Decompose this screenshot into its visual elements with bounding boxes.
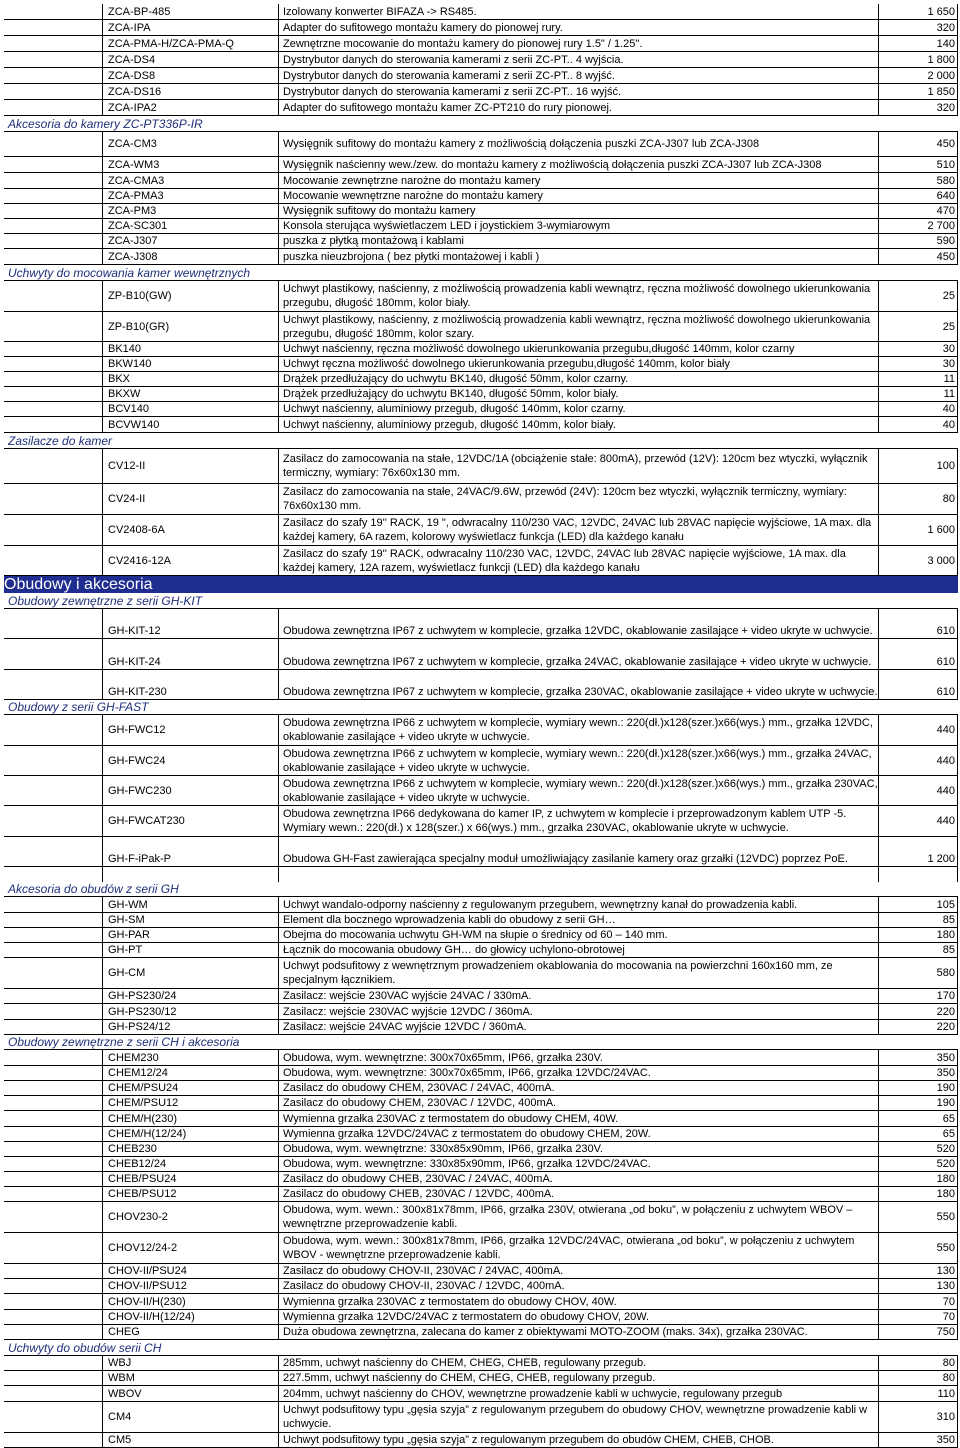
- product-price: 25: [878, 312, 958, 341]
- table-row: [4, 234, 958, 249]
- product-description: Uchwyt podsufitowy z wewnętrznym prowadzeniem okablowania do mocowania na powierzchni 160x160 mm, ze specjalnym łącznikiem.: [278, 958, 878, 988]
- table-row: [4, 1066, 958, 1081]
- category-title: Obudowy i akcesoria: [4, 576, 153, 593]
- table-row: [4, 402, 958, 417]
- product-price: 470: [878, 204, 958, 218]
- table-row: [4, 1294, 958, 1310]
- product-description: Wysięgnik sufitowy do montażu kamery: [278, 204, 878, 218]
- table-row: [4, 624, 958, 639]
- table-row: [4, 1142, 958, 1157]
- table-row: [4, 342, 958, 357]
- product-description: Zasilacz do obudowy CHEM, 230VAC / 24VAC, 400mA.: [278, 1081, 878, 1095]
- table-row: [4, 36, 958, 52]
- product-description: Dystrybutor danych do sterowania kamerami z serii ZC-PT.. 4 wyjścia.: [278, 52, 878, 67]
- spacer-desc: [278, 639, 878, 654]
- product-price: 750: [878, 1325, 958, 1339]
- product-code: CV2416-12A: [102, 546, 278, 575]
- table-row: [4, 157, 958, 173]
- product-code: ZCA-WM3: [102, 157, 278, 172]
- product-price: 440: [878, 776, 958, 805]
- product-price: 550: [878, 1202, 958, 1232]
- spacer-code: [102, 609, 278, 624]
- product-code: ZCA-PMA3: [102, 189, 278, 203]
- spacer-code: [102, 670, 278, 685]
- product-description: Duża obudowa zewnętrzna, zalecana do kamer z obiektywami MOTO-ZOOM (maks. 34x), grzałka 230VAC.: [278, 1325, 878, 1339]
- product-code: CHEB/PSU24: [102, 1172, 278, 1186]
- product-code: ZCA-J307: [102, 234, 278, 248]
- product-code: CV24-II: [102, 484, 278, 514]
- product-code: ZCA-DS16: [102, 84, 278, 99]
- spacer-row: [4, 670, 958, 685]
- product-price: 85: [878, 943, 958, 957]
- product-description: Wymienna grzałka 12VDC/24VAC z termostatem do obudowy CHEM, 20W.: [278, 1127, 878, 1141]
- table-row: [4, 654, 958, 670]
- product-price: 520: [878, 1142, 958, 1156]
- product-code: ZCA-IPA: [102, 20, 278, 35]
- spacer-price: [878, 609, 958, 624]
- section-header: [4, 700, 958, 715]
- product-code: WBOV: [102, 1386, 278, 1401]
- product-description: 204mm, uchwyt naścienny do CHOV, wewnętrzne prowadzenie kabli w uchwycie, regulowany przegub: [278, 1386, 878, 1401]
- product-description: Obudowa GH-Fast zawierająca specjalny moduł umożliwiający zasilanie kamery oraz grzałki (12VDC) poprzez PoE.: [278, 852, 878, 866]
- product-code: GH-PS230/24: [102, 989, 278, 1003]
- table-row: [4, 100, 958, 116]
- product-code: BKX: [102, 372, 278, 386]
- product-code: CV2408-6A: [102, 515, 278, 545]
- product-price: 65: [878, 1111, 958, 1126]
- spacer-desc: [278, 867, 878, 882]
- table-row: [4, 1386, 958, 1402]
- product-description: Wysięgnik naścienny wew./zew. do montażu kamery z możliwością dołączenia puszki ZCA-J307 lub ZCA-J308: [278, 157, 878, 172]
- product-code: BKW140: [102, 357, 278, 371]
- table-row: [4, 1127, 958, 1142]
- section-title: Akcesoria do kamery ZC-PT336P-IR: [8, 116, 203, 131]
- spacer-code: [102, 837, 278, 852]
- table-row: [4, 417, 958, 433]
- product-code: ZCA-DS4: [102, 52, 278, 67]
- product-price: 580: [878, 173, 958, 188]
- section-title: Zasilacze do kamer: [8, 433, 113, 448]
- table-row: [4, 372, 958, 387]
- product-price: 320: [878, 100, 958, 115]
- table-row: [4, 1004, 958, 1020]
- product-description: Obudowa zewnętrzna IP66 z uchwytem w komplecie, wymiary wewn.: 220(dł.)x128(szer.)x66(wys.) mm., grzałka 230VAC, okablowanie zasilające + video ukryte w uchwycie.: [278, 776, 878, 805]
- product-code: CHOV-II/PSU24: [102, 1264, 278, 1278]
- product-description: puszka z płytką montażową i kablami: [278, 234, 878, 248]
- table-row: [4, 204, 958, 219]
- product-code: ZCA-BP-485: [102, 4, 278, 19]
- product-code: GH-FWC24: [102, 746, 278, 775]
- product-description: Mocowanie wewnętrzne narożne do montażu kamery: [278, 189, 878, 203]
- table-row: [4, 928, 958, 943]
- table-row: [4, 449, 958, 484]
- product-price: 640: [878, 189, 958, 203]
- product-description: Zewnętrzne mocowanie do montażu kamery do pionowej rury 1.5" / 1.25".: [278, 36, 878, 51]
- table-row: [4, 1172, 958, 1187]
- product-description: Zasilacz: wejście 230VAC wyjście 12VDC / 360mA.: [278, 1004, 878, 1019]
- table-row: [4, 484, 958, 515]
- product-price: 1 650: [878, 4, 958, 19]
- product-code: CHEG: [102, 1325, 278, 1339]
- product-price: 550: [878, 1233, 958, 1263]
- table-row: [4, 913, 958, 928]
- table-row: [4, 943, 958, 958]
- table-row: [4, 1187, 958, 1202]
- product-price: 320: [878, 20, 958, 35]
- product-price: 610: [878, 624, 958, 638]
- table-row: [4, 1433, 958, 1448]
- product-price: 580: [878, 958, 958, 988]
- spacer-price: [878, 639, 958, 654]
- product-description: Obudowa, wym. wewn.: 300x81x78mm, IP66, grzałka 12VDC/24VAC, otwierana „od boku”, w połączeniu z uchwytem WBOV - wewnętrzne przeprowadzenie kabli.: [278, 1233, 878, 1263]
- product-description: Obudowa zewnętrzna IP67 z uchwytem w komplecie, grzałka 24VAC, okablowanie zasilające + video ukryte w uchwycie.: [278, 654, 878, 669]
- product-code: CHEM/PSU24: [102, 1081, 278, 1095]
- category-band: [4, 576, 958, 593]
- product-description: Izolowany konwerter BIFAZA -> RS485.: [278, 4, 878, 19]
- table-row: [4, 20, 958, 36]
- spacer-price: [878, 670, 958, 685]
- product-description: Zasilacz do zamocowania na stałe, 24VAC/9.6W, przewód (24V): 120cm bez wtyczki, wyłącznik termiczny, wymiary: 76x60x130 mm.: [278, 484, 878, 514]
- table-row: [4, 776, 958, 806]
- spacer-row: [4, 837, 958, 852]
- product-description: Obudowa zewnętrzna IP67 z uchwytem w komplecie, grzałka 12VDC, okablowanie zasilające + video ukryte w uchwycie.: [278, 624, 878, 638]
- product-price: 80: [878, 484, 958, 514]
- product-price: 140: [878, 36, 958, 51]
- product-description: Adapter do sufitowego montażu kamer ZC-PT210 do rury pionowej.: [278, 100, 878, 115]
- product-price: 40: [878, 417, 958, 432]
- product-price: 520: [878, 1157, 958, 1171]
- section-header: [4, 882, 958, 897]
- product-code: GH-PAR: [102, 928, 278, 942]
- product-price: 40: [878, 402, 958, 416]
- product-code: ZP-B10(GR): [102, 312, 278, 341]
- product-code: BCVW140: [102, 417, 278, 432]
- product-code: CM4: [102, 1402, 278, 1432]
- product-price: 350: [878, 1433, 958, 1447]
- product-description: Obudowa zewnętrzna IP67 z uchwytem w komplecie, grzałka 230VAC, okablowanie zasilające + video ukryte w uchwycie.: [278, 685, 878, 699]
- table-row: [4, 1371, 958, 1386]
- product-code: CM5: [102, 1433, 278, 1447]
- product-code: GH-CM: [102, 958, 278, 988]
- product-description: Wysięgnik sufitowy do montażu kamery z możliwością dołączenia puszki ZCA-J307 lub ZCA-J308: [278, 132, 878, 156]
- product-code: GH-FWCAT230: [102, 806, 278, 836]
- product-price: 440: [878, 715, 958, 745]
- table-row: [4, 68, 958, 84]
- product-description: Obudowa, wym. wewnętrzne: 300x70x65mm, IP66, grzałka 12VDC/24VAC.: [278, 1066, 878, 1080]
- product-price: 180: [878, 1172, 958, 1186]
- product-description: Obudowa zewnętrzna IP66 dedykowana do kamer IP, z uchwytem w komplecie i przeprowadzonym kablem UTP -5. Wymiary wewn.: 220(dł.) x 128(szer.) x 66(wys.) mm., grzałka 230VAC, okablowanie ukryte w uchwycie.: [278, 806, 878, 836]
- section-title: Obudowy zewnętrzne z serii CH i akcesoria: [8, 1035, 240, 1049]
- table-row: [4, 1279, 958, 1294]
- product-code: ZCA-DS8: [102, 68, 278, 83]
- product-price: 450: [878, 132, 958, 156]
- product-code: CHEB/PSU12: [102, 1187, 278, 1201]
- table-row: [4, 806, 958, 837]
- spacer-price: [878, 837, 958, 852]
- spacer-row: [4, 867, 958, 882]
- product-description: 227.5mm, uchwyt naścienny do CHEM, CHEG, CHEB, regulowany przegub.: [278, 1371, 878, 1385]
- product-description: Element dla bocznego wprowadzenia kabli do obudowy z serii GH…: [278, 913, 878, 927]
- spacer-desc: [278, 837, 878, 852]
- product-code: ZCA-CM3: [102, 132, 278, 156]
- table-row: [4, 1157, 958, 1172]
- section-title: Uchwyty do obudów serii CH: [8, 1340, 162, 1355]
- product-price: 2 700: [878, 219, 958, 233]
- product-code: GH-KIT-24: [102, 654, 278, 669]
- product-price: 110: [878, 1386, 958, 1401]
- product-price: 180: [878, 928, 958, 942]
- section-header: [4, 1340, 958, 1356]
- table-row: [4, 715, 958, 746]
- product-description: Uchwyt ręczna możliwość dowolnego ukierunkowania przegubu,długość 140mm, kolor biały: [278, 357, 878, 371]
- product-price: 11: [878, 387, 958, 401]
- product-description: Wymienna grzałka 230VAC z termostatem do obudowy CHOV, 40W.: [278, 1294, 878, 1309]
- product-description: Zasilacz do obudowy CHOV-II, 230VAC / 24VAC, 400mA.: [278, 1264, 878, 1278]
- product-price: 11: [878, 372, 958, 386]
- table-row: [4, 84, 958, 100]
- product-price: 130: [878, 1264, 958, 1278]
- product-price: 610: [878, 654, 958, 669]
- product-description: Wymienna grzałka 12VDC/24VAC z termostatem do obudowy CHOV, 20W.: [278, 1310, 878, 1324]
- product-description: Mocowanie zewnętrzne narożne do montażu kamery: [278, 173, 878, 188]
- product-description: Uchwyt naścienny, aluminiowy przegub, długość 140mm, kolor biały.: [278, 417, 878, 432]
- section-header: [4, 593, 958, 609]
- product-price: 590: [878, 234, 958, 248]
- product-price: 30: [878, 342, 958, 356]
- product-description: Obudowa zewnętrzna IP66 z uchwytem w komplecie, wymiary wewn.: 220(dł.)x128(szer.)x66(wys.) mm., grzałka 24VAC, okablowanie zasilające + video ukryte w uchwycie.: [278, 746, 878, 775]
- product-description: Uchwyt naścienny, aluminiowy przegub, długość 140mm, kolor czarny.: [278, 402, 878, 416]
- product-code: CV12-II: [102, 449, 278, 483]
- product-price: 440: [878, 806, 958, 836]
- table-row: [4, 1050, 958, 1066]
- section-header: [4, 1035, 958, 1050]
- product-description: Zasilacz: wejście 24VAC wyjście 12VDC / 360mA.: [278, 1020, 878, 1034]
- product-code: CHOV12/24-2: [102, 1233, 278, 1263]
- product-description: Zasilacz do zamocowania na stałe, 12VDC/1A (obciążenie stałe: 800mA), przewód (12V): 120cm bez wtyczki, wyłącznik termiczny, wymiary: 76x60x130 mm.: [278, 449, 878, 483]
- product-description: Konsola sterująca wyświetlaczem LED i joystickiem 3-wymiarowym: [278, 219, 878, 233]
- product-code: GH-FWC230: [102, 776, 278, 805]
- product-price: 65: [878, 1127, 958, 1141]
- product-price: 350: [878, 1050, 958, 1065]
- product-description: Zasilacz do obudowy CHEM, 230VAC / 12VDC, 400mA.: [278, 1096, 878, 1110]
- product-code: CHEB230: [102, 1142, 278, 1156]
- product-code: GH-PS230/12: [102, 1004, 278, 1019]
- product-price: 100: [878, 449, 958, 483]
- table-row: [4, 4, 958, 20]
- product-description: Drążek przedłużający do uchwytu BK140, długość 50mm, kolor biały.: [278, 387, 878, 401]
- product-price: 170: [878, 989, 958, 1003]
- product-description: Uchwyt wandalo-odporny naścienny z regulowanym przegubem, wewnętrzny kanał do prowadzenia kabli.: [278, 897, 878, 912]
- spacer-row: [4, 609, 958, 624]
- table-row: [4, 515, 958, 546]
- table-row: [4, 1020, 958, 1035]
- product-price: 1 200: [878, 852, 958, 866]
- product-description: Wymienna grzałka 230VAC z termostatem do obudowy CHEM, 40W.: [278, 1111, 878, 1126]
- product-description: Obejma do mocowania uchwytu GH-WM na słupie o średnicy od 60 – 140 mm.: [278, 928, 878, 942]
- product-code: ZP-B10(GW): [102, 281, 278, 311]
- table-row: [4, 746, 958, 776]
- section-header: [4, 433, 958, 449]
- product-code: ZCA-PM3: [102, 204, 278, 218]
- product-description: Zasilacz do obudowy CHEB, 230VAC / 24VAC, 400mA.: [278, 1172, 878, 1186]
- product-price: 220: [878, 1020, 958, 1034]
- product-price: 105: [878, 897, 958, 912]
- table-row: [4, 852, 958, 867]
- product-price: 610: [878, 685, 958, 699]
- table-row: [4, 52, 958, 68]
- product-code: GH-PT: [102, 943, 278, 957]
- table-row: [4, 958, 958, 989]
- table-row: [4, 685, 958, 700]
- table-row: [4, 387, 958, 402]
- table-row: [4, 173, 958, 189]
- product-code: GH-KIT-230: [102, 685, 278, 699]
- product-description: Zasilacz do obudowy CHEB, 230VAC / 12VDC, 400mA.: [278, 1187, 878, 1201]
- table-row: [4, 546, 958, 576]
- product-description: 285mm, uchwyt naścienny do CHEM, CHEG, CHEB, regulowany przegub.: [278, 1356, 878, 1370]
- table-row: [4, 1264, 958, 1279]
- product-price: 510: [878, 157, 958, 172]
- table-row: [4, 1310, 958, 1325]
- table-row: [4, 189, 958, 204]
- product-price: 25: [878, 281, 958, 311]
- product-description: Adapter do sufitowego montażu kamery do pionowej rury.: [278, 20, 878, 35]
- product-description: Dystrybutor danych do sterowania kamerami z serii ZC-PT.. 16 wyjść.: [278, 84, 878, 99]
- spacer-row: [4, 639, 958, 654]
- product-description: Dystrybutor danych do sterowania kamerami z serii ZC-PT.. 8 wyjść.: [278, 68, 878, 83]
- product-description: puszka nieuzbrojona ( bez płytki montażowej i kabli ): [278, 249, 878, 264]
- product-code: CHOV230-2: [102, 1202, 278, 1232]
- product-code: BKXW: [102, 387, 278, 401]
- table-row: [4, 249, 958, 265]
- product-code: CHEM12/24: [102, 1066, 278, 1080]
- product-price: 1 850: [878, 84, 958, 99]
- product-code: GH-F-iPak-P: [102, 852, 278, 866]
- price-list-table: [4, 4, 958, 1448]
- product-price: 80: [878, 1371, 958, 1385]
- section-title: Uchwyty do mocowania kamer wewnętrznych: [8, 265, 251, 280]
- product-price: 220: [878, 1004, 958, 1019]
- product-price: 190: [878, 1096, 958, 1110]
- table-row: [4, 1081, 958, 1096]
- table-row: [4, 897, 958, 913]
- product-description: Zasilacz do szafy 19'' RACK, 19 ", odwracalny 110/230 VAC, 12VDC, 24VAC lub 28VAC napięcie wyjściowe, 1A max. dla każdej kamery, 6A razem, kolorowy wyświetlacz funkcja (LED) dla każdego kanału: [278, 515, 878, 545]
- product-code: CHEM/H(230): [102, 1111, 278, 1126]
- product-price: 3 000: [878, 546, 958, 575]
- product-code: CHOV-II/H(12/24): [102, 1310, 278, 1324]
- product-code: GH-KIT-12: [102, 624, 278, 638]
- spacer-desc: [278, 670, 878, 685]
- product-price: 310: [878, 1402, 958, 1432]
- product-price: 450: [878, 249, 958, 264]
- product-code: ZCA-CMA3: [102, 173, 278, 188]
- section-title: Akcesoria do obudów z serii GH: [8, 882, 179, 896]
- product-description: Obudowa, wym. wewnętrzne: 300x70x65mm, IP66, grzałka 230V.: [278, 1050, 878, 1065]
- product-price: 1 600: [878, 515, 958, 545]
- product-code: CHEB12/24: [102, 1157, 278, 1171]
- table-row: [4, 989, 958, 1004]
- table-row: [4, 1233, 958, 1264]
- product-code: ZCA-PMA-H/ZCA-PMA-Q: [102, 36, 278, 51]
- table-row: [4, 1202, 958, 1233]
- product-code: GH-WM: [102, 897, 278, 912]
- product-code: CHOV-II/PSU12: [102, 1279, 278, 1293]
- product-code: ZCA-SC301: [102, 219, 278, 233]
- product-description: Obudowa, wym. wewn.: 300x81x78mm, IP66, grzałka 230V, otwierana „od boku”, w połączeniu z uchwytem WBOV – wewnętrzne przeprowadzenie kabli.: [278, 1202, 878, 1232]
- product-description: Łącznik do mocowania obudowy GH… do głowicy uchylono-obrotowej: [278, 943, 878, 957]
- product-description: Obudowa, wym. wewnętrzne: 330x85x90mm, IP66, grzałka 230V.: [278, 1142, 878, 1156]
- product-price: 80: [878, 1356, 958, 1370]
- table-row: [4, 1096, 958, 1111]
- product-code: ZCA-IPA2: [102, 100, 278, 115]
- product-description: Uchwyt naścienny, ręczna możliwość dowolnego ukierunkowania przegubu,długość 140mm, kolor czarny: [278, 342, 878, 356]
- product-price: 190: [878, 1081, 958, 1095]
- product-code: CHOV-II/H(230): [102, 1294, 278, 1309]
- spacer-price: [878, 867, 958, 882]
- section-title: Obudowy z serii GH-FAST: [8, 700, 149, 714]
- section-header: [4, 265, 958, 281]
- product-description: Drążek przedłużający do uchwytu BK140, długość 50mm, kolor czarny.: [278, 372, 878, 386]
- product-code: CHEM230: [102, 1050, 278, 1065]
- product-description: Zasilacz: wejście 230VAC wyjście 24VAC / 330mA.: [278, 989, 878, 1003]
- product-code: CHEM/PSU12: [102, 1096, 278, 1110]
- product-code: CHEM/H(12/24): [102, 1127, 278, 1141]
- product-price: 85: [878, 913, 958, 927]
- product-description: Uchwyt plastikowy, naścienny, z możliwością prowadzenia kabli wewnątrz, ręczna możliwość dowolnego ukierunkowania przegubu, długość 180mm, kolor biały.: [278, 281, 878, 311]
- spacer-code: [102, 639, 278, 654]
- product-code: GH-FWC12: [102, 715, 278, 745]
- table-row: [4, 312, 958, 342]
- product-code: BK140: [102, 342, 278, 356]
- table-row: [4, 1356, 958, 1371]
- spacer-code: [102, 867, 278, 882]
- table-row: [4, 1111, 958, 1127]
- table-row: [4, 132, 958, 157]
- product-description: Uchwyt podsufitowy typu „gęsia szyja” z regulowanym przegubem do obudowy CHOV, wewnętrzne prowadzenie kabli w uchwycie.: [278, 1402, 878, 1432]
- table-row: [4, 1402, 958, 1433]
- product-code: WBM: [102, 1371, 278, 1385]
- spacer-desc: [278, 609, 878, 624]
- product-price: 70: [878, 1294, 958, 1309]
- section-header: [4, 116, 958, 132]
- product-description: Obudowa, wym. wewnętrzne: 330x85x90mm, IP66, grzałka 12VDC/24VAC.: [278, 1157, 878, 1171]
- product-price: 70: [878, 1310, 958, 1324]
- product-code: GH-PS24/12: [102, 1020, 278, 1034]
- product-price: 30: [878, 357, 958, 371]
- table-row: [4, 281, 958, 312]
- product-description: Uchwyt plastikowy, naścienny, z możliwością prowadzenia kabli wewnątrz, ręczna możliwość dowolnego ukierunkowania przegubu, długość 180mm, kolor szary.: [278, 312, 878, 341]
- product-price: 1 800: [878, 52, 958, 67]
- section-title: Obudowy zewnętrzne z serii GH-KIT: [8, 593, 203, 608]
- product-code: GH-SM: [102, 913, 278, 927]
- table-row: [4, 1325, 958, 1340]
- product-price: 350: [878, 1066, 958, 1080]
- product-description: Obudowa zewnętrzna IP66 z uchwytem w komplecie, wymiary wewn.: 220(dł.)x128(szer.)x66(wys.) mm., grzałka 12VDC, okablowanie zasilające + video ukryte w uchwycie.: [278, 715, 878, 745]
- product-description: Zasilacz do szafy 19'' RACK, odwracalny 110/230 VAC, 12VDC, 24VAC lub 28VAC napięcie wyjściowe, 1A max. dla każdej kamery, 12A razem, wyświetlacz funkcji (LED) dla każdego kanału: [278, 546, 878, 575]
- product-description: Zasilacz do obudowy CHOV-II, 230VAC / 12VDC, 400mA.: [278, 1279, 878, 1293]
- product-price: 2 000: [878, 68, 958, 83]
- product-price: 180: [878, 1187, 958, 1201]
- product-description: Uchwyt podsufitowy typu „gęsia szyja” z regulowanym przegubem do obudów CHEM, CHEB, CHOB.: [278, 1433, 878, 1447]
- table-row: [4, 357, 958, 372]
- product-price: 440: [878, 746, 958, 775]
- product-code: ZCA-J308: [102, 249, 278, 264]
- product-price: 130: [878, 1279, 958, 1293]
- product-code: WBJ: [102, 1356, 278, 1370]
- product-code: BCV140: [102, 402, 278, 416]
- table-row: [4, 219, 958, 234]
